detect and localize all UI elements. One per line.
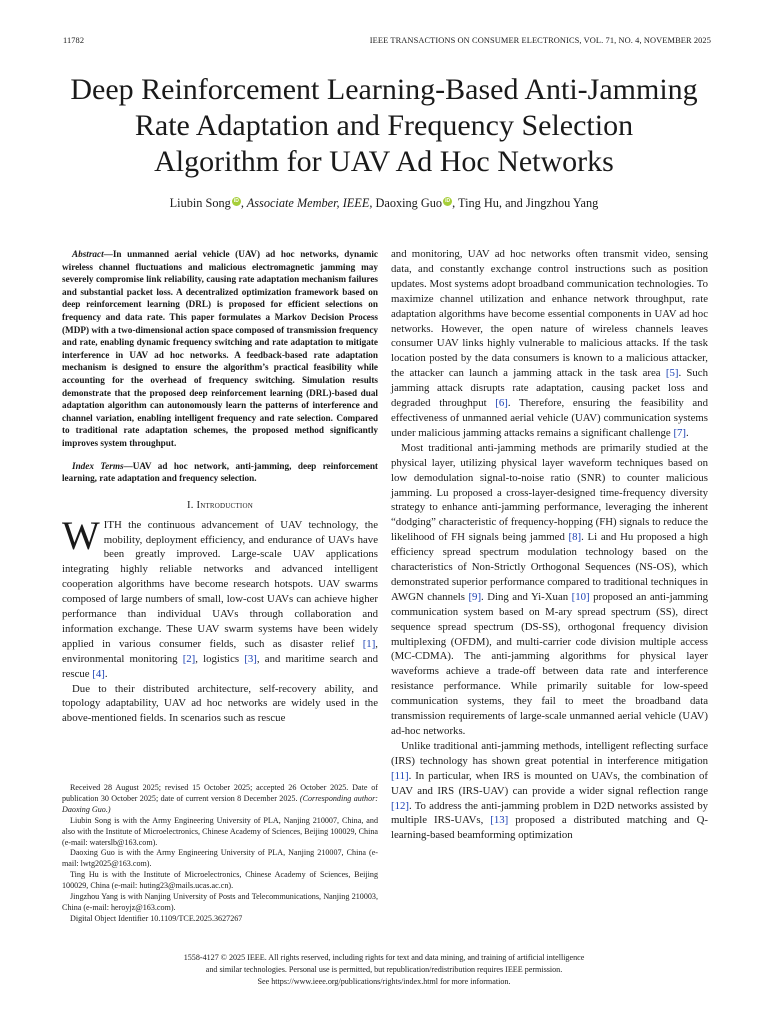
section-title: Introduction [196,499,253,511]
text-run: . Such jamming attack disrupts rate adaptation, causing packet loss and degraded throughput [391,367,708,410]
citation-link[interactable]: [10] [571,590,590,603]
text-run: . Ding and Yi-Xuan [481,590,572,603]
copyright-line: and similar technologies. Personal use is permitted, but republication/redistribution requires IEEE permission. [205,965,563,974]
abstract [62,248,378,450]
abstract-label: Abstract [72,249,104,259]
text-run: . To address the anti-jamming problem in D2D networks assisted by multiple IRS-UAVs, [391,799,708,827]
copyright-line: See https://www.ieee.org/publications/rights/index.html for more information. [257,977,511,986]
section-heading [62,499,378,514]
copyright-line: 1558-4127 © 2025 IEEE. All rights reserved, including rights for text and data mining, and training of artificial intelligence [183,953,585,962]
text-run: and monitoring, UAV ad hoc networks often transmit video, sensing data, and constantly exchange control instructions such as position updates. Most systems adopt broadband communication technologies. To maximize channel utilization and enhance network throughput, rate adaptation algorithms have become essential components in UAV ad hoc networks. However, the open nature of wireless channels leaves consumer UAV links highly vulnerable to malicious attacks. If the task location posted by the data consumers is known to a malicious attacker, the attacker can launch a jamming attack in the task area [391,248,708,380]
citation-link[interactable]: [2] [182,652,196,665]
affiliation-note: Jingzhou Yang is with Nanjing University of Posts and Telecommunications, Nanjing 210003, China (e-mail: heroyjz@163.com). [62,892,378,912]
body-paragraph [391,441,708,739]
paper-title [40,72,728,180]
author-name: Liubin Song [169,196,231,210]
text-run: proposed an anti-jamming communication system based on M-ary spread spectrum (SS), direct sequence spread spectrum (DS-SS), orthogonal frequency division multiplexing (OFDM), and multi-carrier code division multiple access (MC-CDMA). The anti-jamming algorithms for physical layer waveforms achieve a trade-off between data rate and interference resistance performance. While primarily suitable for low-speed communication systems, they fail to meet the broadband data transmission requirements of large-scale unmanned aerial vehicle (UAV) ad-hoc networks. [391,590,708,737]
citation-link[interactable]: [1] [362,637,376,650]
running-header [63,36,711,50]
text-run: . [686,426,689,439]
copyright-notice [60,952,708,988]
first-word-rest: ITH [103,518,122,531]
index-terms-label: Index Terms [72,460,124,471]
citation-link[interactable]: [7] [673,426,687,439]
section-numeral: I. [187,499,194,511]
text-run: Received 28 August 2025; revised 15 October 2025; accepted 26 October 2025. Date of publication 30 October 2025; date of current version 8 December 2025. [62,783,378,803]
page-number: 11782 [63,36,85,45]
citation-link[interactable]: [13] [490,814,509,827]
index-terms-dash: — [123,460,133,471]
journal-name: IEEE TRANSACTIONS ON CONSUMER ELECTRONICS, VOL. 71, NO. 4, NOVEMBER 2025 [369,36,711,45]
citation-link[interactable]: [4] [92,667,105,680]
text-run: , and maritime search and rescue [62,652,378,680]
right-column [391,247,708,843]
title-line: Rate Adaptation and Frequency Selection [134,109,634,142]
text-run: Most traditional anti-jamming methods are primarily studied at the physical layer, utilizing physical layer waveform techniques based on low demodulation signal-to-noise ratio (SNR) to counter malicious jamming. Lu proposed a cross-layer-designed time-frequency diversity strategy to enhance anti-jamming performance, leveraging the inherent “dodging” characteristic of frequency-hopping (FH) signals to reduce the likelihood of FH signals being jammed [391,441,708,544]
index-terms [62,460,378,485]
index-terms-text: UAV ad hoc network, anti-jamming, deep reinforcement learning, rate adaptation and frequency selection. [62,460,378,484]
corresponding-author: (Corresponding author: Daoxing Guo.) [62,793,379,814]
left-column [62,248,378,726]
citation-link[interactable]: [3] [244,652,257,665]
author-name: Daoxing Guo [372,196,443,210]
citation-link[interactable]: [12] [391,799,409,812]
title-line: Algorithm for UAV Ad Hoc Networks [154,145,614,178]
footnotes [62,783,378,925]
received-note [62,783,378,816]
title-line: Deep Reinforcement Learning-Based Anti-Jamming [70,73,698,106]
text-run: . [104,667,108,680]
abstract-text: In unmanned aerial vehicle (UAV) ad hoc networks, dynamic wireless channel fluctuations and malicious electromagnetic jamming may severely compromise link reliability, causing rate adaptation mechanism failures and substantial packet loss. A decentralized optimization framework based on deep reinforcement learning (DRL) is proposed for efficient selections on frequency and data rate. This paper formulates a Markov Decision Process (MDP) with a two-dimensional action space composed of transmission frequency and rate, enabling dynamic frequency switching and rate adaptation to mitigate interference in UAV ad hoc networks. A feedback-based rate adaptation mechanism is designed to ensure the algorithm’s practical feasibility while accounting for the overhead of frequency switching. Simulation results demonstrate that the proposed deep reinforcement learning (DRL)-based dual adaptation algorithm can autonomously learn the patterns of interference and channel variation, enabling intelligent frequency and rate selection. Compared to traditional rate adaptation schemes, the proposed method significantly improves system throughput. [62,249,378,448]
author-membership: , Associate Member, IEEE, [240,196,373,210]
orcid-icon[interactable]: iD [445,198,451,204]
text-run: the continuous advancement of UAV technology, the mobility, deployment efficiency, and endurance of UAVs have been greatly improved. Large-scale UAV applications integrating highly reliable networks and advanced intelligent cooperation algorithms have become research hotspots. UAV swarms composed of large numbers of small, low-cost UAVs can achieve higher performance than individual UAVs through collaboration and information exchange. These UAV swarm systems have been widely applied in various consumer fields, such as disaster relief [62,518,378,650]
doi-note: Digital Object Identifier 10.1109/TCE.2025.3627267 [70,913,243,923]
citation-link[interactable]: [5] [665,367,679,380]
citation-link[interactable]: [9] [468,590,482,603]
author-names-rest: , Ting Hu, and Jingzhou Yang [452,196,599,210]
citation-link[interactable]: [6] [495,397,508,410]
body-paragraph [391,247,708,441]
body-paragraph [391,739,708,843]
text-run: Unlike traditional anti-jamming methods, intelligent reflecting surface (IRS) technology has shown great potential in interference mitigation [391,739,708,767]
intro-paragraph [62,512,378,682]
affiliation-note: Ting Hu is with the Institute of Microelectronics, Chinese Academy of Sciences, Beijing 100029, China (e-mail: huting23@mails.ucas.ac.cn). [62,870,378,891]
text-run: , environmental monitoring [62,637,378,665]
text-run: proposed a distributed matching and Q-learning-based beamforming optimization [391,814,708,842]
drop-cap: W [62,512,100,558]
abstract-dash: — [103,249,113,259]
intro-paragraph: Due to their distributed architecture, self-recovery ability, and topology adaptability, UAV ad hoc networks are widely used in the above-mentioned fields. In scenarios such as rescue [62,682,378,725]
text-run: . Therefore, ensuring the feasibility and effectiveness of unmanned aerial vehicle (UAV) communication systems under malicious jamming attacks remains a significant challenge [391,397,708,439]
affiliation-note: Daoxing Guo is with the Army Engineering University of PLA, Nanjing 210007, China (e-mail: lwtg2025@163.com). [62,848,378,869]
citation-link[interactable]: [8] [568,531,582,544]
text-run: . Li and Hu proposed a high efficiency spread spectrum modulation technology based on the characteristics of Non-Strictly Orthogonal Sequences (NS-OS), which demonstrated superior performance compared to traditional techniques in AWGN channels [391,531,708,603]
text-run: , logistics [195,652,245,665]
orcid-icon[interactable]: iD [233,198,239,204]
affiliation-note: Liubin Song is with the Army Engineering University of PLA, Nanjing 210007, China, and also with the Institute of Microelectronics, Chinese Academy of Sciences, Beijing 100029, China (e-mail: waterslb@163.com). [62,815,378,847]
author-list [40,196,728,211]
text-run: . In particular, when IRS is mounted on UAVs, the combination of UAV and IRS (IRS-UAV) can provide a wider signal reflection range [391,769,708,797]
citation-link[interactable]: [11] [391,769,409,782]
